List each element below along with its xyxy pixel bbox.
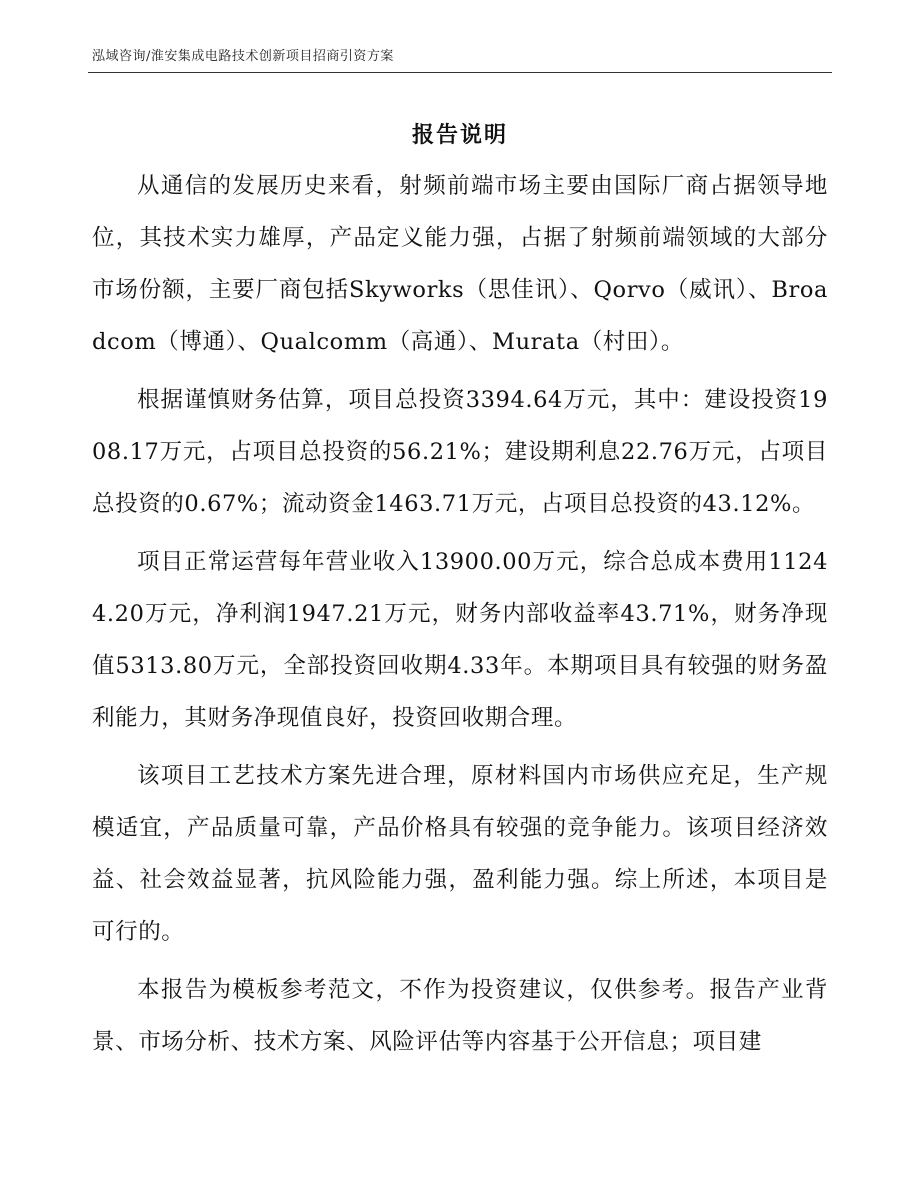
body-text — [92, 160, 828, 1074]
paragraph-disclaimer: 本报告为模板参考范文，不作为投资建议，仅供参考。报告产业背景、市场分析、技术方案、风险评估等内容基于公开信息；项目建 — [92, 977, 828, 1055]
running-header: 泓域咨询/淮安集成电路技术创新项目招商引资方案 — [92, 49, 394, 64]
header-divider — [88, 72, 832, 73]
paragraph-rf-market: 从通信的发展历史来看，射频前端市场主要由国际厂商占据领导地位，其技术实力雄厚，产品定义能力强，占据了射频前端领域的大部分市场份额，主要厂商包括Skyworks（思佳讯）、Qorvo（威讯）、Broadcom（博通）、Qualcomm（高通）、Murata（村田）。 — [92, 173, 828, 355]
paragraph-revenue: 项目正常运营每年营业收入13900.00万元，综合总成本费用11244.20万元，净利润1947.21万元，财务内部收益率43.71%，财务净现值5313.80万元，全部投资回收期4.33年。本期项目具有较强的财务盈利能力，其财务净现值良好，投资回收期合理。 — [92, 549, 828, 731]
paragraph-investment: 根据谨慎财务估算，项目总投资3394.64万元，其中：建设投资1908.17万元，占项目总投资的56.21%；建设期利息22.76万元，占项目总投资的0.67%；流动资金1463.71万元，占项目总投资的43.12%。 — [92, 387, 828, 517]
section-title: 报告说明 — [411, 122, 508, 148]
paragraph-feasibility: 该项目工艺技术方案先进合理，原材料国内市场供应充足，生产规模适宜，产品质量可靠，产品价格具有较强的竞争能力。该项目经济效益、社会效益显著，抗风险能力强，盈利能力强。综上所述，本项目是可行的。 — [92, 763, 828, 945]
